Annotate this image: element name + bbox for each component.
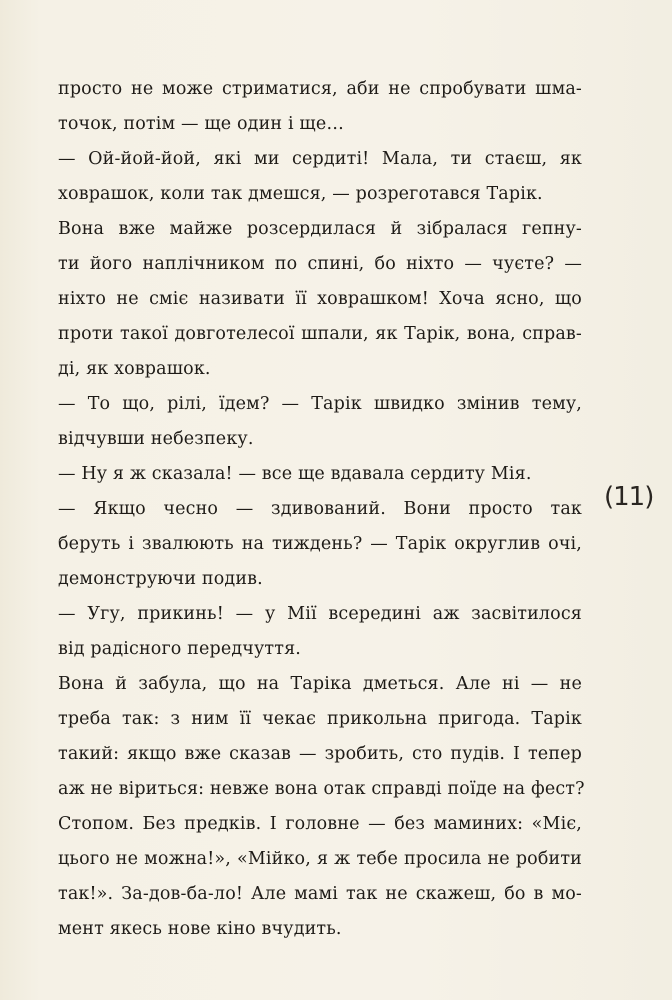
- text-line: — Угу, прикинь! — у Мії всередині аж засвітилося: [58, 604, 582, 624]
- text-line: просто не може стриматися, аби не спробувати шма-: [58, 79, 582, 99]
- text-line: точок, потім — ще один і ще…: [58, 114, 344, 134]
- text-line: треба так: з ним її чекає прикольна пригода. Тарік: [58, 709, 582, 729]
- text-line: такий: якщо вже сказав — зробить, сто пудів. І тепер: [58, 744, 582, 764]
- text-line: — Якщо чесно — здивований. Вони просто так: [58, 499, 582, 519]
- text-line: відчувши небезпеку.: [58, 429, 254, 449]
- text-line: мент якесь нове кіно вчудить.: [58, 919, 342, 939]
- text-line: демонструючи подив.: [58, 569, 263, 589]
- text-line: аж не віриться: невже вона отак справді поїде на фест?: [58, 779, 585, 799]
- text-line: Стопом. Без предків. І головне — без маминих: «Міє,: [58, 814, 582, 834]
- text-line: беруть і звалюють на тиждень? — Тарік округлив очі,: [58, 534, 582, 554]
- text-line: Вона вже майже розсердилася й зібралася гепну-: [58, 219, 582, 239]
- text-line: так!». За-дов-ба-ло! Але мамі так не скажеш, бо в мо-: [58, 884, 582, 904]
- page-number: (11): [604, 482, 654, 512]
- text-line: ніхто не сміє називати її ховрашком! Хоча ясно, що: [58, 289, 582, 309]
- text-line: ти його наплічником по спині, бо ніхто — чуєте? —: [58, 254, 582, 274]
- text-line: від радісного передчуття.: [58, 639, 301, 659]
- text-line: — Ну я ж сказала! — все ще вдавала сердиту Мія.: [58, 464, 532, 484]
- text-line: — Ой-йой-йой, які ми сердиті! Мала, ти стаєш, як: [58, 149, 582, 169]
- text-line: цього не можна!», «Мійко, я ж тебе просила не робити: [58, 849, 582, 869]
- text-line: ховрашок, коли так дмешся, — розреготався Тарік.: [58, 184, 543, 204]
- text-line: проти такої довготелесої шпали, як Тарік, вона, справ-: [58, 324, 582, 344]
- text-line: — То що, рілі, їдем? — Тарік швидко змінив тему,: [58, 394, 582, 414]
- text-line: ді, як ховрашок.: [58, 359, 211, 379]
- text-line: Вона й забула, що на Таріка дметься. Але ні — не: [58, 674, 582, 694]
